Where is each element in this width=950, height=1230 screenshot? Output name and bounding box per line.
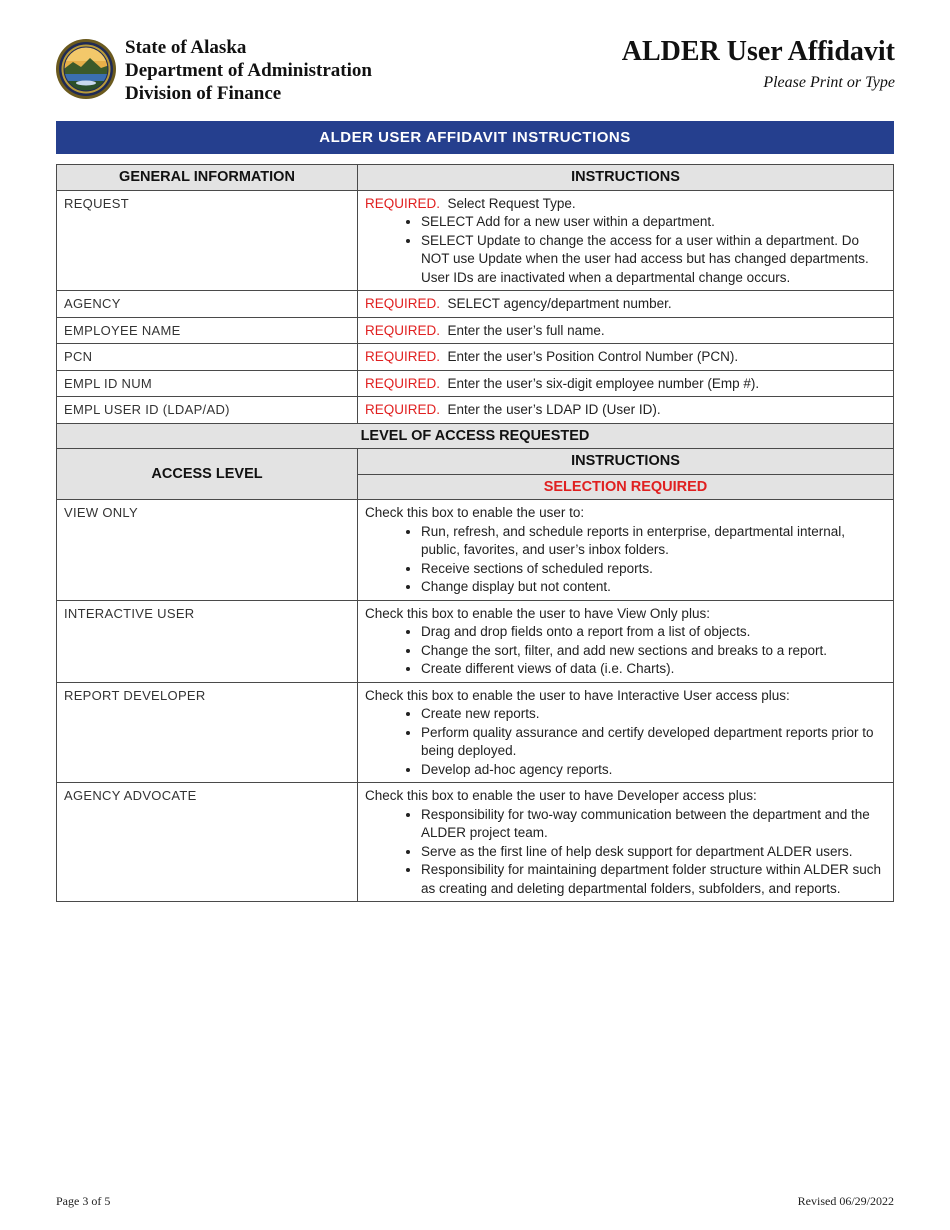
table-row (57, 500, 894, 601)
instruction-intro: Check this box to enable the user to have View Only plus: (365, 605, 710, 621)
table-row (57, 344, 894, 371)
row-label-pcn: PCN (57, 344, 358, 371)
instruction-text: Select Request Type. (447, 195, 576, 211)
instruction-bullets (365, 705, 886, 779)
org-line-division: Division of Finance (125, 83, 282, 104)
org-line-department: Department of Administration (125, 60, 372, 81)
instructions-banner: ALDER USER AFFIDAVIT INSTRUCTIONS (56, 121, 894, 154)
list-item: • Develop ad-hoc agency reports. (421, 761, 886, 780)
table-row (57, 600, 894, 682)
row-label-empl-id-num: EMPL ID NUM (57, 370, 358, 397)
page-number: Page 3 of 5 (56, 1194, 111, 1208)
required-tag: REQUIRED. (365, 296, 441, 311)
selection-required-note: SELECTION REQUIRED (358, 474, 894, 500)
list-item: • Responsibility for two-way communication between the department and the ALDER project team. (421, 806, 886, 843)
instruction-text: SELECT agency/department number. (447, 296, 672, 311)
list-item: • Receive sections of scheduled reports. (421, 560, 886, 579)
row-label-view-only: VIEW ONLY (57, 500, 358, 601)
document-title: ALDER User Affidavit (621, 36, 895, 67)
required-tag: REQUIRED. (365, 195, 441, 211)
table-row (57, 397, 894, 424)
org-line-state: State of Alaska (125, 37, 247, 58)
instruction-text: Enter the user’s LDAP ID (User ID). (447, 402, 661, 417)
access-section-header: LEVEL OF ACCESS REQUESTED (57, 423, 894, 449)
list-item: • Create different views of data (i.e. Charts). (421, 660, 886, 679)
row-instructions-view-only (358, 500, 894, 601)
row-label-interactive-user: INTERACTIVE USER (57, 600, 358, 682)
access-level-header: ACCESS LEVEL (57, 449, 358, 500)
instruction-intro: Check this box to enable the user to have Interactive User access plus: (365, 687, 790, 703)
row-instructions-request (358, 190, 894, 291)
instruction-intro: Check this box to enable the user to: (365, 505, 585, 520)
list-item: • Run, refresh, and schedule reports in enterprise, departmental internal, public, favorites, and user’s inbox folders. (421, 523, 886, 560)
table-row (57, 783, 894, 902)
table-row (57, 291, 894, 318)
revision-date: Revised 06/29/2022 (797, 1194, 894, 1208)
table-row (57, 682, 894, 783)
row-instructions-agency (358, 291, 894, 318)
instruction-text: Enter the user’s six-digit employee number (Emp #). (447, 375, 760, 391)
row-instructions-agency-advocate (358, 783, 894, 902)
required-tag: REQUIRED. (365, 322, 441, 338)
general-info-header: GENERAL INFORMATION (57, 165, 358, 191)
list-item: • SELECT Add for a new user within a department. (421, 213, 886, 232)
row-instructions-empl-id-num (358, 370, 894, 397)
required-tag: REQUIRED. (365, 375, 441, 391)
instruction-bullets (365, 213, 886, 287)
row-label-report-developer: REPORT DEVELOPER (57, 682, 358, 783)
general-instructions-header: INSTRUCTIONS (358, 165, 894, 191)
row-label-agency-advocate: AGENCY ADVOCATE (57, 783, 358, 902)
access-instructions-header: INSTRUCTIONS (358, 449, 894, 475)
list-item: • SELECT Update to change the access for a user within a department. Do NOT use Update when the user had access but has changed departments. User IDs are inactivated when a departmental change occurs. (421, 232, 886, 288)
row-label-request: REQUEST (57, 190, 358, 291)
general-header-row (57, 165, 894, 191)
row-label-agency: AGENCY (57, 291, 358, 318)
list-item: • Perform quality assurance and certify developed department reports prior to being deployed. (421, 724, 886, 761)
list-item: • Change the sort, filter, and add new sections and breaks to a report. (421, 642, 886, 661)
row-instructions-pcn (358, 344, 894, 371)
row-instructions-empl-user-id (358, 397, 894, 424)
list-item: • Responsibility for maintaining department folder structure within ALDER such as creating and deleting departmental folders, subfolders, and reports. (421, 861, 886, 898)
instruction-bullets (365, 806, 886, 899)
row-instructions-employee-name (358, 317, 894, 344)
instruction-bullets (365, 523, 886, 597)
list-item: • Drag and drop fields onto a report from a list of objects. (421, 623, 886, 642)
table-row (57, 190, 894, 291)
required-tag: REQUIRED. (365, 402, 441, 417)
instruction-bullets (365, 623, 886, 679)
instruction-intro: Check this box to enable the user to have Developer access plus: (365, 788, 757, 803)
row-label-employee-name: EMPLOYEE NAME (57, 317, 358, 344)
instruction-text: Enter the user’s Position Control Number (PCN). (447, 349, 739, 364)
list-item: • Change display but not content. (421, 578, 886, 597)
access-header-row (57, 449, 894, 475)
state-seal-icon (55, 38, 117, 100)
list-item: • Serve as the first line of help desk support for department ALDER users. (421, 843, 886, 862)
list-item: • Create new reports. (421, 705, 886, 724)
instructions-table (56, 164, 894, 902)
access-section-row (57, 423, 894, 449)
row-label-empl-user-id: EMPL USER ID (LDAP/AD) (57, 397, 358, 424)
row-instructions-report-developer (358, 682, 894, 783)
organization-name (125, 36, 372, 105)
required-tag: REQUIRED. (365, 349, 441, 364)
document-subtitle: Please Print or Type (763, 74, 895, 91)
instruction-text: Enter the user’s full name. (447, 322, 605, 338)
table-row (57, 317, 894, 344)
row-instructions-interactive-user (358, 600, 894, 682)
table-row (57, 370, 894, 397)
